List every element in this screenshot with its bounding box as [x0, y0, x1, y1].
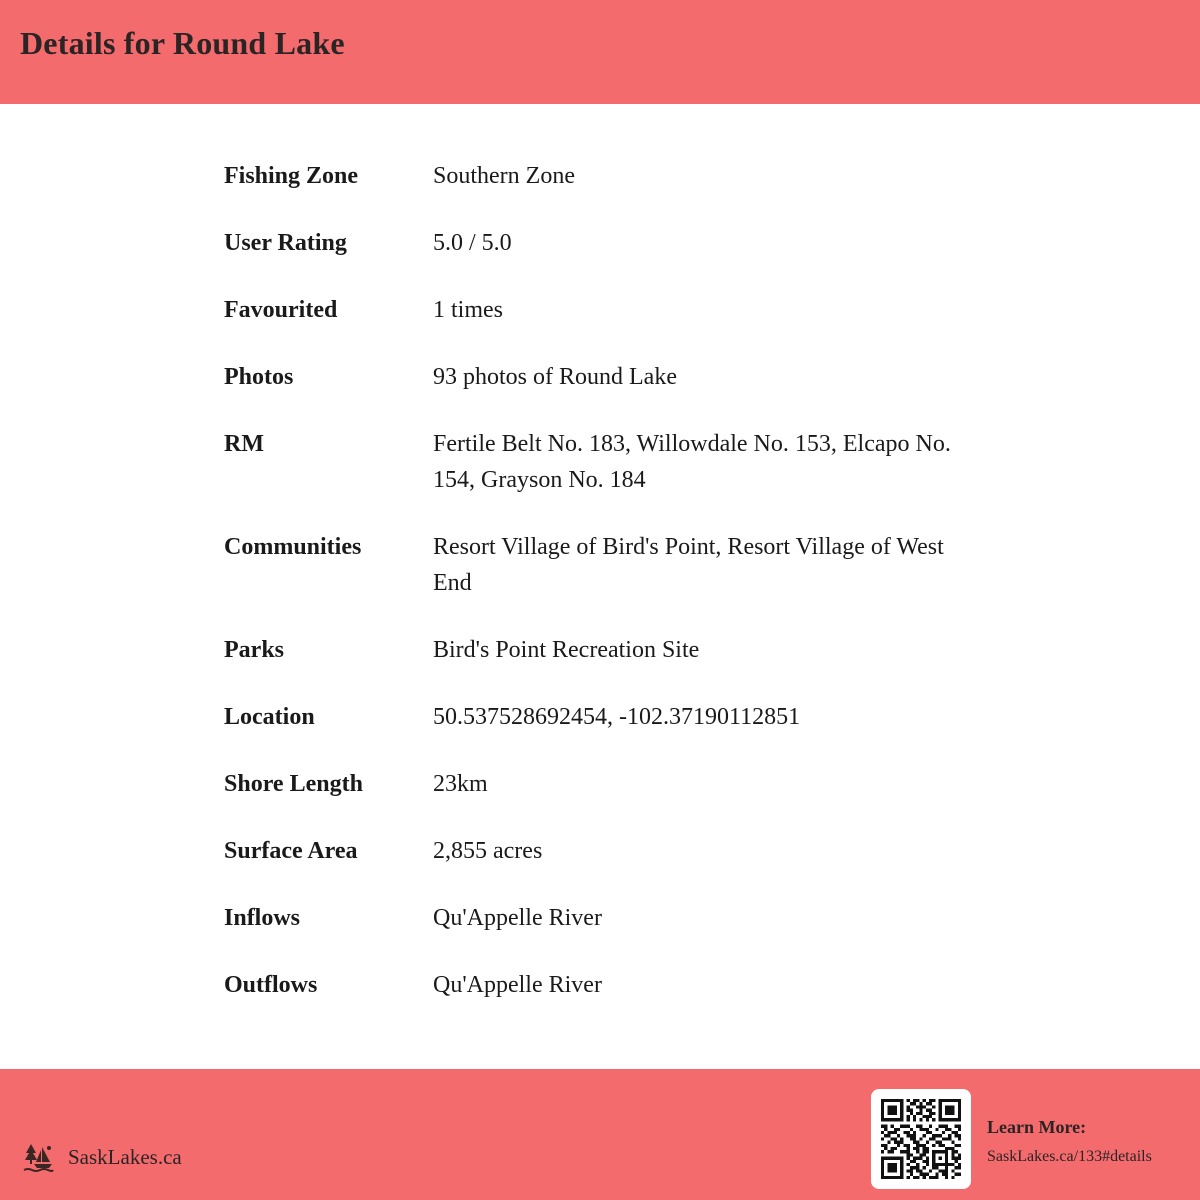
detail-label: Surface Area	[224, 838, 358, 864]
detail-label: RM	[224, 431, 264, 457]
detail-value: Qu'Appelle River	[433, 905, 602, 931]
footer-banner	[0, 1069, 1200, 1200]
detail-row-user-rating	[224, 225, 984, 261]
detail-row-favourited	[224, 292, 984, 328]
qr-code-icon	[881, 1099, 961, 1179]
brand-name: SaskLakes.ca	[68, 1145, 182, 1169]
detail-label: Inflows	[224, 905, 301, 931]
learn-more-link[interactable]: SaskLakes.ca/133#details	[987, 1148, 1152, 1165]
detail-label: Communities	[224, 534, 362, 560]
detail-label: Shore Length	[224, 771, 363, 797]
detail-row-rm	[224, 426, 984, 498]
detail-row-parks	[224, 632, 984, 668]
detail-value: Bird's Point Recreation Site	[433, 637, 700, 663]
detail-value: Southern Zone	[433, 163, 575, 189]
detail-label: Photos	[224, 364, 294, 390]
learn-more	[987, 1115, 1152, 1169]
detail-label: Fishing Zone	[224, 163, 359, 189]
detail-row-outflows	[224, 967, 984, 1003]
detail-value: 1 times	[433, 297, 503, 323]
detail-value: Resort Village of Bird's Point, Resort Village of West End	[433, 534, 944, 596]
detail-value: 2,855 acres	[433, 838, 543, 864]
detail-label: Outflows	[224, 972, 318, 998]
detail-label: User Rating	[224, 230, 347, 256]
lake-boat-icon	[22, 1141, 54, 1173]
detail-row-inflows	[224, 900, 984, 936]
detail-value: Qu'Appelle River	[433, 972, 602, 998]
header-banner	[0, 0, 1200, 104]
learn-more-title: Learn More:	[987, 1117, 1087, 1137]
detail-value: 93 photos of Round Lake	[433, 364, 677, 390]
detail-value: 23km	[433, 771, 488, 797]
detail-value: 50.537528692454, -102.37190112851	[433, 704, 801, 730]
detail-row-location	[224, 699, 984, 735]
detail-row-surface-area	[224, 833, 984, 869]
detail-row-communities	[224, 529, 984, 601]
detail-label: Location	[224, 704, 315, 730]
detail-value: 5.0 / 5.0	[433, 230, 512, 256]
detail-value: Fertile Belt No. 183, Willowdale No. 153, Elcapo No. 154, Grayson No. 184	[433, 431, 951, 493]
qr-code[interactable]	[871, 1089, 971, 1189]
detail-row-shore-length	[224, 766, 984, 802]
detail-label: Favourited	[224, 297, 338, 323]
detail-row-fishing-zone	[224, 158, 984, 194]
page-title: Details for Round Lake	[20, 25, 345, 61]
details-list	[224, 158, 984, 1034]
detail-label: Parks	[224, 637, 284, 663]
brand[interactable]	[22, 1141, 182, 1173]
detail-row-photos	[224, 359, 984, 395]
